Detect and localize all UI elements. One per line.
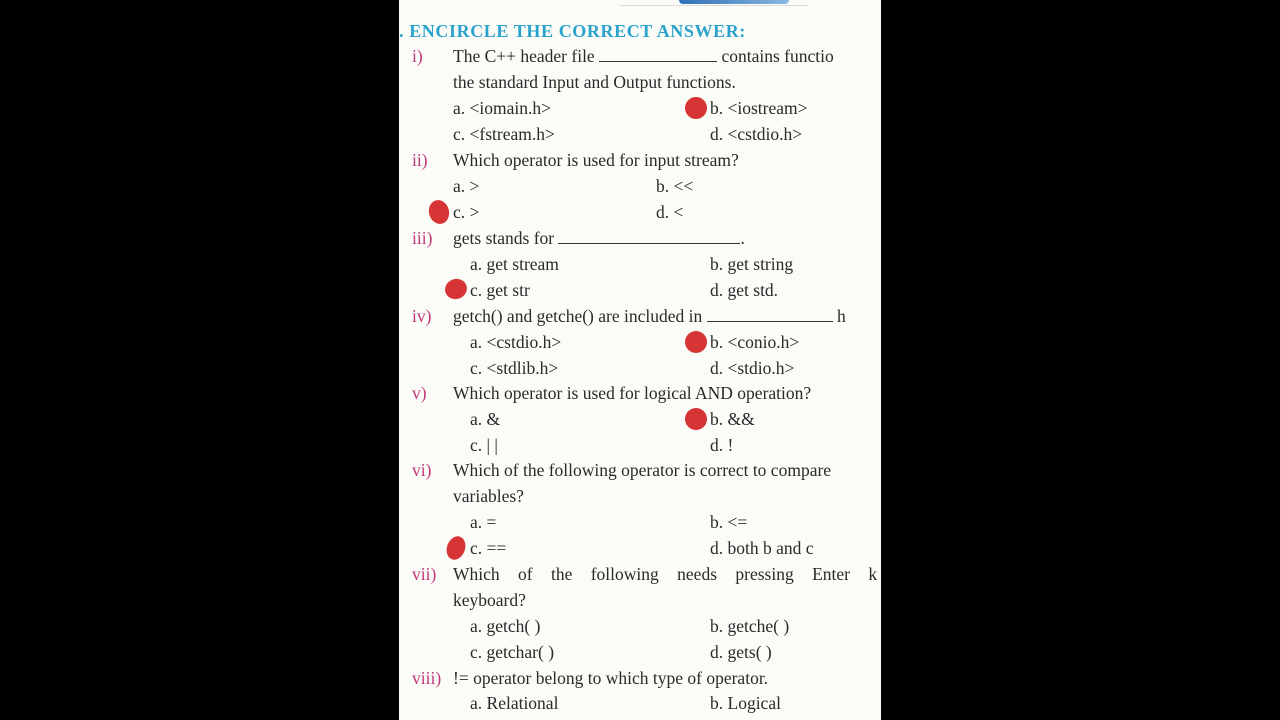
question-number: ii) xyxy=(412,150,428,170)
answer-mark xyxy=(426,198,452,226)
header-decoration xyxy=(619,0,809,6)
question-text: Which of the following needs pressing Enter k xyxy=(453,564,878,584)
question-number: v) xyxy=(412,383,427,403)
question-number: iv) xyxy=(412,306,432,326)
question-text: gets stands for . xyxy=(453,228,745,248)
option[interactable]: c. <fstream.h> xyxy=(453,124,555,144)
option[interactable]: d. get std. xyxy=(710,280,779,300)
question-number: i) xyxy=(412,46,423,66)
question-text: The C++ header file contains functio xyxy=(453,46,834,66)
answer-mark xyxy=(681,404,711,434)
question-text: keyboard? xyxy=(453,590,526,610)
option[interactable]: c. getchar( ) xyxy=(470,642,555,662)
option[interactable]: d. <stdio.h> xyxy=(710,358,795,378)
answer-mark xyxy=(443,534,468,563)
option[interactable]: b. && xyxy=(710,409,755,429)
option[interactable]: a. Relational xyxy=(470,693,559,713)
option[interactable]: d. <cstdio.h> xyxy=(710,124,803,144)
option[interactable]: a. <cstdio.h> xyxy=(470,332,562,352)
option[interactable]: c. == xyxy=(470,538,507,558)
question-text: != operator belong to which type of operator. xyxy=(453,668,769,688)
answer-mark xyxy=(685,331,707,353)
question-text: the standard Input and Output functions. xyxy=(453,72,736,92)
question-text: variables? xyxy=(453,486,524,506)
option[interactable]: a. <iomain.h> xyxy=(453,98,551,118)
option[interactable]: d. both b and c xyxy=(710,538,814,558)
option[interactable]: c. > xyxy=(453,202,480,222)
option[interactable]: b. << xyxy=(656,176,694,196)
question-number: vi) xyxy=(412,460,432,480)
option[interactable]: a. getch( ) xyxy=(470,616,541,636)
option[interactable]: a. get stream xyxy=(470,254,559,274)
answer-mark xyxy=(681,93,710,122)
option[interactable]: b. <= xyxy=(710,512,748,532)
option[interactable]: d. gets( ) xyxy=(710,642,772,662)
question-text: Which of the following operator is correct to compare xyxy=(453,460,832,480)
question-text: getch() and getche() are included in h xyxy=(453,306,846,326)
section-heading: . ENCIRCLE THE CORRECT ANSWER: xyxy=(399,21,746,41)
option[interactable]: b. getche( ) xyxy=(710,616,790,636)
question-text: Which operator is used for input stream? xyxy=(453,150,739,170)
option[interactable]: c. | | xyxy=(470,435,498,455)
question-text: Which operator is used for logical AND operation? xyxy=(453,383,812,403)
option[interactable]: b. Logical xyxy=(710,693,781,713)
answer-mark xyxy=(442,276,470,302)
option[interactable]: b. <iostream> xyxy=(710,98,808,118)
option[interactable]: c. <stdlib.h> xyxy=(470,358,559,378)
option[interactable]: d. ! xyxy=(710,435,734,455)
option[interactable]: a. & xyxy=(470,409,501,429)
option[interactable]: a. = xyxy=(470,512,497,532)
option[interactable]: c. get str xyxy=(470,280,530,300)
option[interactable]: d. < xyxy=(656,202,684,222)
question-number: iii) xyxy=(412,228,433,248)
option[interactable]: a. > xyxy=(453,176,480,196)
question-number: viii) xyxy=(412,668,442,688)
option[interactable]: b. get string xyxy=(710,254,794,274)
question-number: vii) xyxy=(412,564,437,584)
option[interactable]: b. <conio.h> xyxy=(710,332,800,352)
document-page xyxy=(399,0,881,720)
